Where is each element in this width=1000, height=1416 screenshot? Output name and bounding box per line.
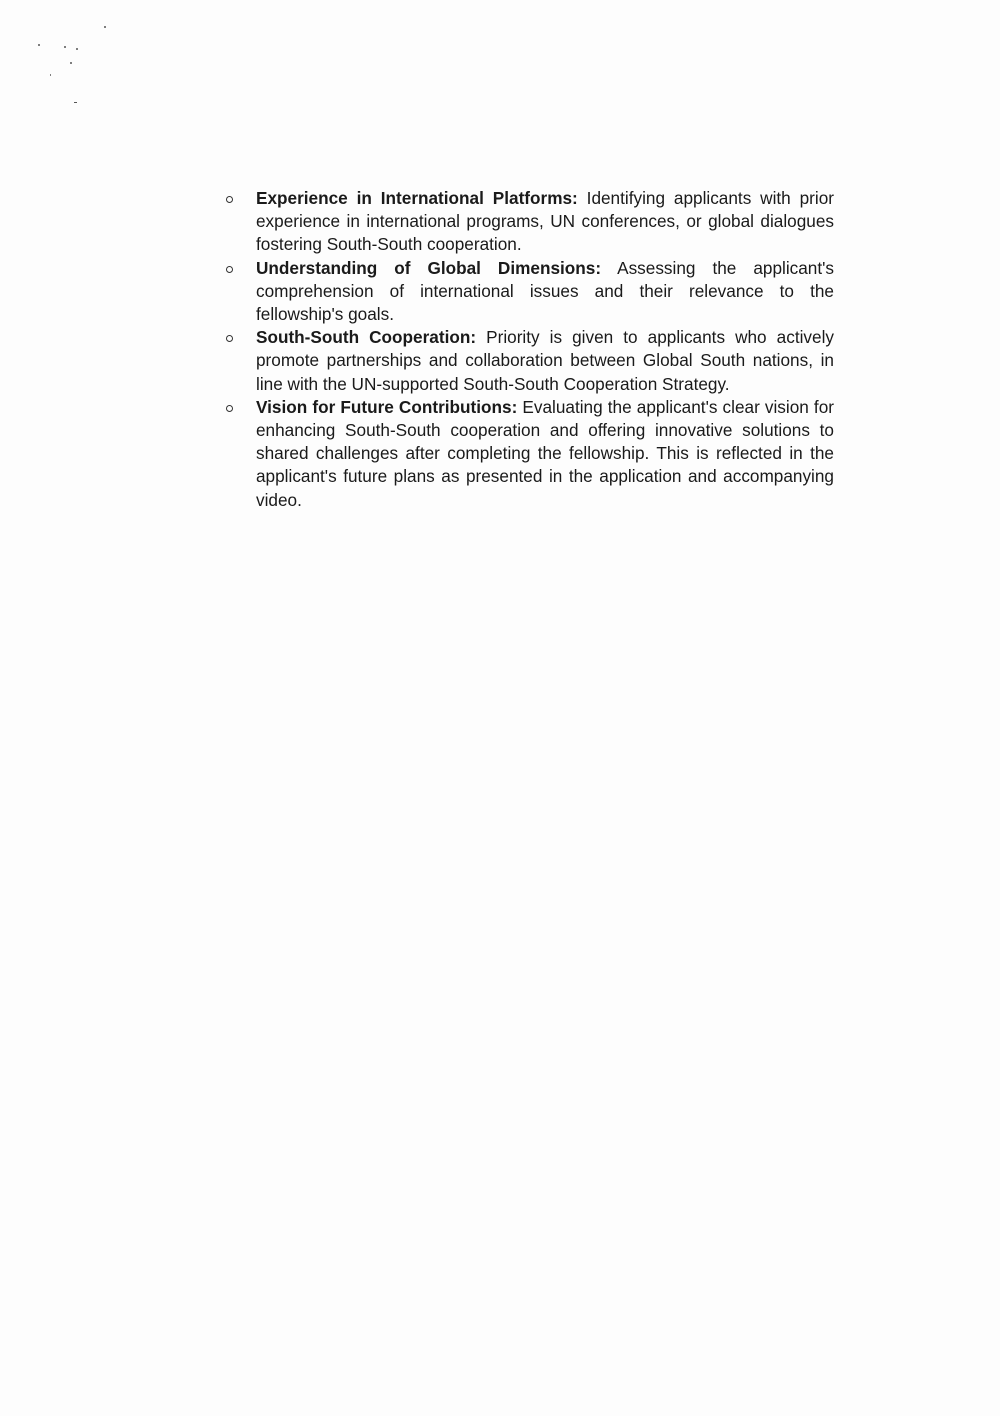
scan-speck (38, 44, 40, 46)
scan-speck (70, 62, 72, 64)
criteria-title: Vision for Future Contributions: (256, 396, 518, 417)
scan-speck (76, 48, 78, 50)
hollow-circle-bullet-icon (226, 405, 233, 412)
hollow-circle-bullet-icon (226, 335, 233, 342)
criteria-text: Identifying applicants with prior experience in international programs, UN conferences, or global dialogues fostering South-South cooperation. (256, 188, 835, 255)
criteria-text: Priority is given to applicants who actively promote partnerships and collaboration between Global South nations, in line with the UN-supported South-South Cooperation Strategy. (256, 327, 834, 394)
criteria-item-future-contributions (222, 396, 834, 512)
scan-speck (50, 74, 51, 76)
criteria-title: Understanding of Global Dimensions: (256, 257, 602, 278)
criteria-item-international-platforms (222, 187, 834, 257)
criteria-title: Experience in International Platforms: (256, 188, 578, 208)
criteria-item-south-south-cooperation (222, 326, 834, 396)
scan-speck (64, 46, 66, 48)
criteria-text: Evaluating the applicant's clear vision for enhancing South-South cooperation and offering innovative solutions to shared challenges after completing the fellowship. This is reflected in the applicant's future plans as presented in the application and accompanying video. (256, 396, 834, 510)
criteria-text: Assessing the applicant's comprehension of international issues and their relevance to the fellowship's goals. (256, 257, 834, 325)
selection-criteria-list (222, 187, 834, 512)
hollow-circle-bullet-icon (226, 196, 233, 203)
criteria-item-global-dimensions (222, 257, 834, 327)
hollow-circle-bullet-icon (226, 266, 233, 273)
scan-speck (74, 102, 77, 103)
scan-speck (104, 26, 106, 28)
criteria-title: South-South Cooperation: (256, 327, 477, 348)
